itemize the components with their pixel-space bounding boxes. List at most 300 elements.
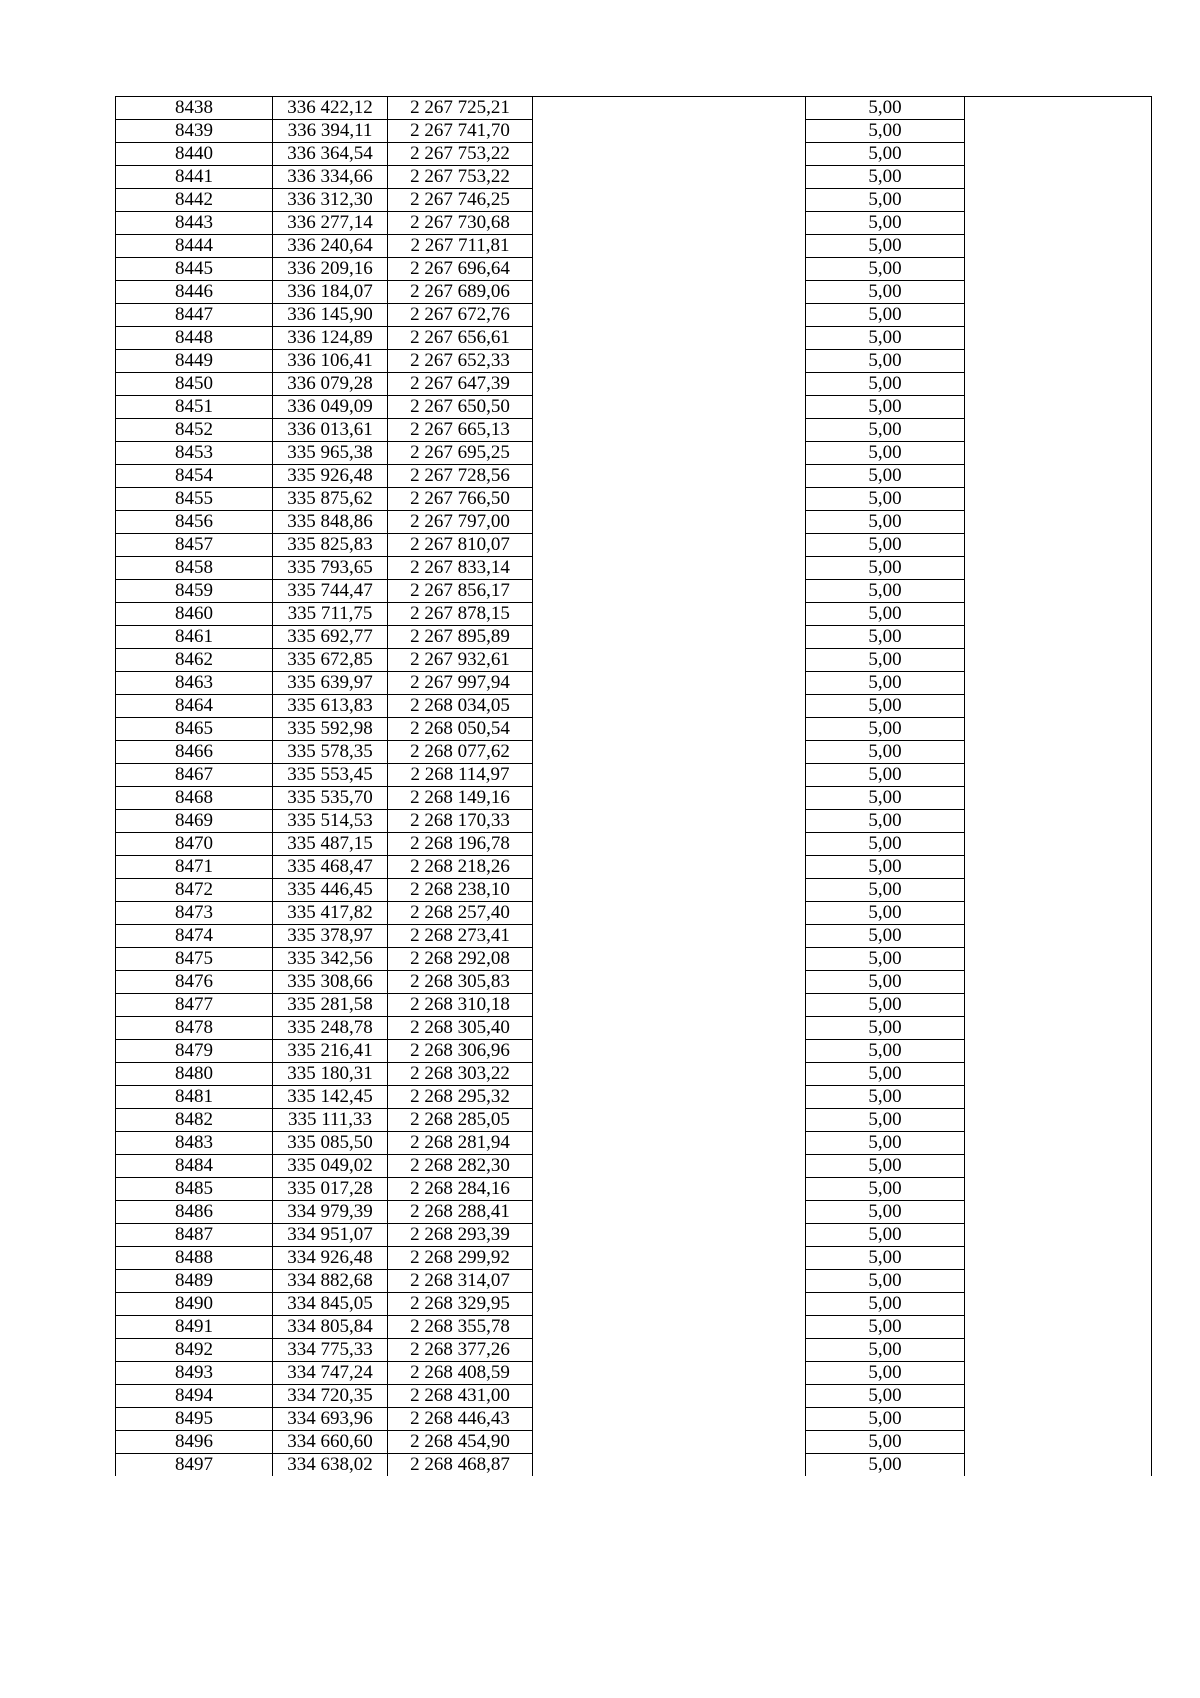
x-coordinate-cell: 336 209,16 <box>273 258 388 281</box>
y-coordinate-cell: 2 268 050,54 <box>388 718 533 741</box>
y-coordinate-cell: 2 267 753,22 <box>388 143 533 166</box>
x-coordinate-cell: 336 422,12 <box>273 97 388 120</box>
x-coordinate-cell: 334 926,48 <box>273 1247 388 1270</box>
table-row <box>116 1155 1152 1178</box>
point-number-cell: 8446 <box>116 281 273 304</box>
blank-cell <box>965 1132 1152 1155</box>
point-number-cell: 8457 <box>116 534 273 557</box>
empty-cell <box>533 281 806 304</box>
empty-cell <box>533 97 806 120</box>
point-number-cell: 8485 <box>116 1178 273 1201</box>
value-cell: 5,00 <box>806 235 965 258</box>
value-cell: 5,00 <box>806 212 965 235</box>
y-coordinate-cell: 2 268 114,97 <box>388 764 533 787</box>
y-coordinate-cell: 2 267 741,70 <box>388 120 533 143</box>
table-row <box>116 764 1152 787</box>
blank-cell <box>965 1109 1152 1132</box>
table-row <box>116 580 1152 603</box>
blank-cell <box>965 994 1152 1017</box>
table-row <box>116 695 1152 718</box>
x-coordinate-cell: 335 446,45 <box>273 879 388 902</box>
point-number-cell: 8495 <box>116 1408 273 1431</box>
empty-cell <box>533 442 806 465</box>
value-cell: 5,00 <box>806 1224 965 1247</box>
y-coordinate-cell: 2 267 997,94 <box>388 672 533 695</box>
point-number-cell: 8441 <box>116 166 273 189</box>
blank-cell <box>965 764 1152 787</box>
value-cell: 5,00 <box>806 879 965 902</box>
table-row <box>116 672 1152 695</box>
table-row <box>116 1040 1152 1063</box>
x-coordinate-cell: 335 111,33 <box>273 1109 388 1132</box>
empty-cell <box>533 189 806 212</box>
x-coordinate-cell: 335 487,15 <box>273 833 388 856</box>
y-coordinate-cell: 2 267 753,22 <box>388 166 533 189</box>
point-number-cell: 8460 <box>116 603 273 626</box>
table-row <box>116 327 1152 350</box>
table-row <box>116 1247 1152 1270</box>
point-number-cell: 8468 <box>116 787 273 810</box>
x-coordinate-cell: 335 692,77 <box>273 626 388 649</box>
blank-cell <box>965 833 1152 856</box>
empty-cell <box>533 1155 806 1178</box>
blank-cell <box>965 465 1152 488</box>
blank-cell <box>965 373 1152 396</box>
value-cell: 5,00 <box>806 1086 965 1109</box>
point-number-cell: 8478 <box>116 1017 273 1040</box>
x-coordinate-cell: 335 142,45 <box>273 1086 388 1109</box>
x-coordinate-cell: 335 639,97 <box>273 672 388 695</box>
x-coordinate-cell: 335 793,65 <box>273 557 388 580</box>
table-row <box>116 1362 1152 1385</box>
x-coordinate-cell: 334 693,96 <box>273 1408 388 1431</box>
y-coordinate-cell: 2 267 647,39 <box>388 373 533 396</box>
table-row <box>116 994 1152 1017</box>
table-row <box>116 419 1152 442</box>
value-cell: 5,00 <box>806 1316 965 1339</box>
table-row <box>116 212 1152 235</box>
x-coordinate-cell: 335 744,47 <box>273 580 388 603</box>
empty-cell <box>533 304 806 327</box>
point-number-cell: 8484 <box>116 1155 273 1178</box>
x-coordinate-cell: 334 638,02 <box>273 1454 388 1477</box>
point-number-cell: 8445 <box>116 258 273 281</box>
empty-cell <box>533 511 806 534</box>
y-coordinate-cell: 2 268 285,05 <box>388 1109 533 1132</box>
table-row <box>116 741 1152 764</box>
y-coordinate-cell: 2 268 282,30 <box>388 1155 533 1178</box>
x-coordinate-cell: 336 106,41 <box>273 350 388 373</box>
empty-cell <box>533 718 806 741</box>
point-number-cell: 8462 <box>116 649 273 672</box>
x-coordinate-cell: 335 926,48 <box>273 465 388 488</box>
value-cell: 5,00 <box>806 534 965 557</box>
x-coordinate-cell: 335 468,47 <box>273 856 388 879</box>
x-coordinate-cell: 335 578,35 <box>273 741 388 764</box>
x-coordinate-cell: 335 965,38 <box>273 442 388 465</box>
point-number-cell: 8469 <box>116 810 273 833</box>
table-row <box>116 442 1152 465</box>
y-coordinate-cell: 2 267 711,81 <box>388 235 533 258</box>
point-number-cell: 8470 <box>116 833 273 856</box>
value-cell: 5,00 <box>806 1040 965 1063</box>
empty-cell <box>533 212 806 235</box>
table-row <box>116 626 1152 649</box>
point-number-cell: 8439 <box>116 120 273 143</box>
y-coordinate-cell: 2 267 797,00 <box>388 511 533 534</box>
blank-cell <box>965 396 1152 419</box>
blank-cell <box>965 1040 1152 1063</box>
x-coordinate-cell: 335 592,98 <box>273 718 388 741</box>
x-coordinate-cell: 335 825,83 <box>273 534 388 557</box>
y-coordinate-cell: 2 268 149,16 <box>388 787 533 810</box>
y-coordinate-cell: 2 267 746,25 <box>388 189 533 212</box>
y-coordinate-cell: 2 267 695,25 <box>388 442 533 465</box>
table-row <box>116 373 1152 396</box>
x-coordinate-cell: 334 951,07 <box>273 1224 388 1247</box>
empty-cell <box>533 1063 806 1086</box>
empty-cell <box>533 764 806 787</box>
table-row <box>116 810 1152 833</box>
y-coordinate-cell: 2 268 295,32 <box>388 1086 533 1109</box>
blank-cell <box>965 488 1152 511</box>
empty-cell <box>533 396 806 419</box>
value-cell: 5,00 <box>806 672 965 695</box>
table-row <box>116 649 1152 672</box>
empty-cell <box>533 1270 806 1293</box>
point-number-cell: 8472 <box>116 879 273 902</box>
table-row <box>116 235 1152 258</box>
y-coordinate-cell: 2 267 665,13 <box>388 419 533 442</box>
empty-cell <box>533 902 806 925</box>
table-row <box>116 1270 1152 1293</box>
empty-cell <box>533 143 806 166</box>
empty-cell <box>533 1017 806 1040</box>
table-row <box>116 304 1152 327</box>
x-coordinate-cell: 336 394,11 <box>273 120 388 143</box>
point-number-cell: 8483 <box>116 1132 273 1155</box>
point-number-cell: 8448 <box>116 327 273 350</box>
table-row <box>116 488 1152 511</box>
point-number-cell: 8461 <box>116 626 273 649</box>
point-number-cell: 8467 <box>116 764 273 787</box>
y-coordinate-cell: 2 268 454,90 <box>388 1431 533 1454</box>
x-coordinate-cell: 336 079,28 <box>273 373 388 396</box>
value-cell: 5,00 <box>806 787 965 810</box>
y-coordinate-cell: 2 268 314,07 <box>388 1270 533 1293</box>
blank-cell <box>965 718 1152 741</box>
table-row <box>116 971 1152 994</box>
value-cell: 5,00 <box>806 1293 965 1316</box>
empty-cell <box>533 1385 806 1408</box>
blank-cell <box>965 143 1152 166</box>
empty-cell <box>533 626 806 649</box>
value-cell: 5,00 <box>806 281 965 304</box>
point-number-cell: 8442 <box>116 189 273 212</box>
x-coordinate-cell: 335 875,62 <box>273 488 388 511</box>
value-cell: 5,00 <box>806 649 965 672</box>
blank-cell <box>965 1178 1152 1201</box>
value-cell: 5,00 <box>806 994 965 1017</box>
blank-cell <box>965 511 1152 534</box>
y-coordinate-cell: 2 268 257,40 <box>388 902 533 925</box>
value-cell: 5,00 <box>806 1109 965 1132</box>
x-coordinate-cell: 335 553,45 <box>273 764 388 787</box>
point-number-cell: 8449 <box>116 350 273 373</box>
table-row <box>116 166 1152 189</box>
point-number-cell: 8438 <box>116 97 273 120</box>
y-coordinate-cell: 2 267 810,07 <box>388 534 533 557</box>
value-cell: 5,00 <box>806 1178 965 1201</box>
point-number-cell: 8474 <box>116 925 273 948</box>
blank-cell <box>965 1270 1152 1293</box>
blank-cell <box>965 1293 1152 1316</box>
x-coordinate-cell: 335 216,41 <box>273 1040 388 1063</box>
x-coordinate-cell: 334 845,05 <box>273 1293 388 1316</box>
empty-cell <box>533 373 806 396</box>
value-cell: 5,00 <box>806 557 965 580</box>
point-number-cell: 8482 <box>116 1109 273 1132</box>
y-coordinate-cell: 2 267 725,21 <box>388 97 533 120</box>
blank-cell <box>965 442 1152 465</box>
x-coordinate-cell: 336 013,61 <box>273 419 388 442</box>
value-cell: 5,00 <box>806 833 965 856</box>
point-number-cell: 8497 <box>116 1454 273 1477</box>
point-number-cell: 8443 <box>116 212 273 235</box>
blank-cell <box>965 580 1152 603</box>
empty-cell <box>533 1132 806 1155</box>
table-row <box>116 1109 1152 1132</box>
point-number-cell: 8494 <box>116 1385 273 1408</box>
y-coordinate-cell: 2 268 293,39 <box>388 1224 533 1247</box>
point-number-cell: 8456 <box>116 511 273 534</box>
blank-cell <box>965 787 1152 810</box>
value-cell: 5,00 <box>806 373 965 396</box>
point-number-cell: 8476 <box>116 971 273 994</box>
value-cell: 5,00 <box>806 1132 965 1155</box>
y-coordinate-cell: 2 267 728,56 <box>388 465 533 488</box>
x-coordinate-cell: 335 672,85 <box>273 649 388 672</box>
value-cell: 5,00 <box>806 396 965 419</box>
point-number-cell: 8444 <box>116 235 273 258</box>
x-coordinate-cell: 335 417,82 <box>273 902 388 925</box>
empty-cell <box>533 465 806 488</box>
blank-cell <box>965 1086 1152 1109</box>
blank-cell <box>965 971 1152 994</box>
y-coordinate-cell: 2 268 034,05 <box>388 695 533 718</box>
empty-cell <box>533 1339 806 1362</box>
blank-cell <box>965 603 1152 626</box>
value-cell: 5,00 <box>806 327 965 350</box>
value-cell: 5,00 <box>806 948 965 971</box>
table-row <box>116 1178 1152 1201</box>
y-coordinate-cell: 2 267 878,15 <box>388 603 533 626</box>
point-number-cell: 8486 <box>116 1201 273 1224</box>
table-row <box>116 902 1152 925</box>
table-row <box>116 948 1152 971</box>
blank-cell <box>965 626 1152 649</box>
y-coordinate-cell: 2 268 306,96 <box>388 1040 533 1063</box>
table-row <box>116 1408 1152 1431</box>
point-number-cell: 8454 <box>116 465 273 488</box>
table-row <box>116 465 1152 488</box>
value-cell: 5,00 <box>806 1247 965 1270</box>
blank-cell <box>965 534 1152 557</box>
empty-cell <box>533 580 806 603</box>
blank-cell <box>965 672 1152 695</box>
empty-cell <box>533 120 806 143</box>
y-coordinate-cell: 2 268 305,83 <box>388 971 533 994</box>
empty-cell <box>533 971 806 994</box>
empty-cell <box>533 1247 806 1270</box>
value-cell: 5,00 <box>806 856 965 879</box>
x-coordinate-cell: 336 364,54 <box>273 143 388 166</box>
y-coordinate-cell: 2 268 170,33 <box>388 810 533 833</box>
blank-cell <box>965 1454 1152 1477</box>
value-cell: 5,00 <box>806 580 965 603</box>
y-coordinate-cell: 2 268 238,10 <box>388 879 533 902</box>
table-row <box>116 718 1152 741</box>
value-cell: 5,00 <box>806 1454 965 1477</box>
y-coordinate-cell: 2 267 696,64 <box>388 258 533 281</box>
value-cell: 5,00 <box>806 143 965 166</box>
table-row <box>116 534 1152 557</box>
point-number-cell: 8479 <box>116 1040 273 1063</box>
point-number-cell: 8459 <box>116 580 273 603</box>
value-cell: 5,00 <box>806 626 965 649</box>
blank-cell <box>965 350 1152 373</box>
empty-cell <box>533 534 806 557</box>
x-coordinate-cell: 336 124,89 <box>273 327 388 350</box>
blank-cell <box>965 856 1152 879</box>
empty-cell <box>533 1201 806 1224</box>
table-row <box>116 1132 1152 1155</box>
point-number-cell: 8463 <box>116 672 273 695</box>
x-coordinate-cell: 335 535,70 <box>273 787 388 810</box>
blank-cell <box>965 1316 1152 1339</box>
blank-cell <box>965 327 1152 350</box>
point-number-cell: 8452 <box>116 419 273 442</box>
y-coordinate-cell: 2 268 299,92 <box>388 1247 533 1270</box>
x-coordinate-cell: 336 049,09 <box>273 396 388 419</box>
blank-cell <box>965 97 1152 120</box>
empty-cell <box>533 1293 806 1316</box>
point-number-cell: 8464 <box>116 695 273 718</box>
point-number-cell: 8453 <box>116 442 273 465</box>
point-number-cell: 8471 <box>116 856 273 879</box>
blank-cell <box>965 189 1152 212</box>
empty-cell <box>533 1086 806 1109</box>
table-row <box>116 925 1152 948</box>
table-row <box>116 787 1152 810</box>
empty-cell <box>533 350 806 373</box>
table-row <box>116 1339 1152 1362</box>
table-row <box>116 1293 1152 1316</box>
value-cell: 5,00 <box>806 603 965 626</box>
empty-cell <box>533 1316 806 1339</box>
blank-cell <box>965 1385 1152 1408</box>
empty-cell <box>533 672 806 695</box>
y-coordinate-cell: 2 267 730,68 <box>388 212 533 235</box>
y-coordinate-cell: 2 268 288,41 <box>388 1201 533 1224</box>
y-coordinate-cell: 2 267 856,17 <box>388 580 533 603</box>
x-coordinate-cell: 334 979,39 <box>273 1201 388 1224</box>
point-number-cell: 8490 <box>116 1293 273 1316</box>
x-coordinate-cell: 335 180,31 <box>273 1063 388 1086</box>
blank-cell <box>965 304 1152 327</box>
x-coordinate-cell: 335 613,83 <box>273 695 388 718</box>
point-number-cell: 8475 <box>116 948 273 971</box>
y-coordinate-cell: 2 268 281,94 <box>388 1132 533 1155</box>
blank-cell <box>965 212 1152 235</box>
value-cell: 5,00 <box>806 810 965 833</box>
x-coordinate-cell: 335 017,28 <box>273 1178 388 1201</box>
x-coordinate-cell: 336 312,30 <box>273 189 388 212</box>
value-cell: 5,00 <box>806 1339 965 1362</box>
empty-cell <box>533 741 806 764</box>
blank-cell <box>965 166 1152 189</box>
y-coordinate-cell: 2 268 284,16 <box>388 1178 533 1201</box>
y-coordinate-cell: 2 267 672,76 <box>388 304 533 327</box>
y-coordinate-cell: 2 267 895,89 <box>388 626 533 649</box>
empty-cell <box>533 1224 806 1247</box>
blank-cell <box>965 557 1152 580</box>
point-number-cell: 8481 <box>116 1086 273 1109</box>
y-coordinate-cell: 2 268 273,41 <box>388 925 533 948</box>
y-coordinate-cell: 2 268 310,18 <box>388 994 533 1017</box>
point-number-cell: 8487 <box>116 1224 273 1247</box>
blank-cell <box>965 258 1152 281</box>
x-coordinate-cell: 334 775,33 <box>273 1339 388 1362</box>
value-cell: 5,00 <box>806 304 965 327</box>
table-row <box>116 1017 1152 1040</box>
y-coordinate-cell: 2 267 652,33 <box>388 350 533 373</box>
y-coordinate-cell: 2 267 650,50 <box>388 396 533 419</box>
value-cell: 5,00 <box>806 350 965 373</box>
table-row <box>116 1385 1152 1408</box>
table-body <box>116 97 1152 1477</box>
blank-cell <box>965 695 1152 718</box>
blank-cell <box>965 925 1152 948</box>
blank-cell <box>965 1017 1152 1040</box>
y-coordinate-cell: 2 268 377,26 <box>388 1339 533 1362</box>
empty-cell <box>533 327 806 350</box>
table-row <box>116 879 1152 902</box>
blank-cell <box>965 1155 1152 1178</box>
point-number-cell: 8492 <box>116 1339 273 1362</box>
table-row <box>116 1454 1152 1477</box>
table-row <box>116 189 1152 212</box>
value-cell: 5,00 <box>806 925 965 948</box>
table-row <box>116 1224 1152 1247</box>
blank-cell <box>965 235 1152 258</box>
empty-cell <box>533 994 806 1017</box>
y-coordinate-cell: 2 268 077,62 <box>388 741 533 764</box>
empty-cell <box>533 879 806 902</box>
table-row <box>116 1431 1152 1454</box>
blank-cell <box>965 1063 1152 1086</box>
value-cell: 5,00 <box>806 1362 965 1385</box>
x-coordinate-cell: 335 342,56 <box>273 948 388 971</box>
table-row <box>116 396 1152 419</box>
x-coordinate-cell: 336 184,07 <box>273 281 388 304</box>
x-coordinate-cell: 335 711,75 <box>273 603 388 626</box>
table-row <box>116 1201 1152 1224</box>
y-coordinate-cell: 2 268 408,59 <box>388 1362 533 1385</box>
blank-cell <box>965 419 1152 442</box>
y-coordinate-cell: 2 268 468,87 <box>388 1454 533 1477</box>
table-row <box>116 143 1152 166</box>
